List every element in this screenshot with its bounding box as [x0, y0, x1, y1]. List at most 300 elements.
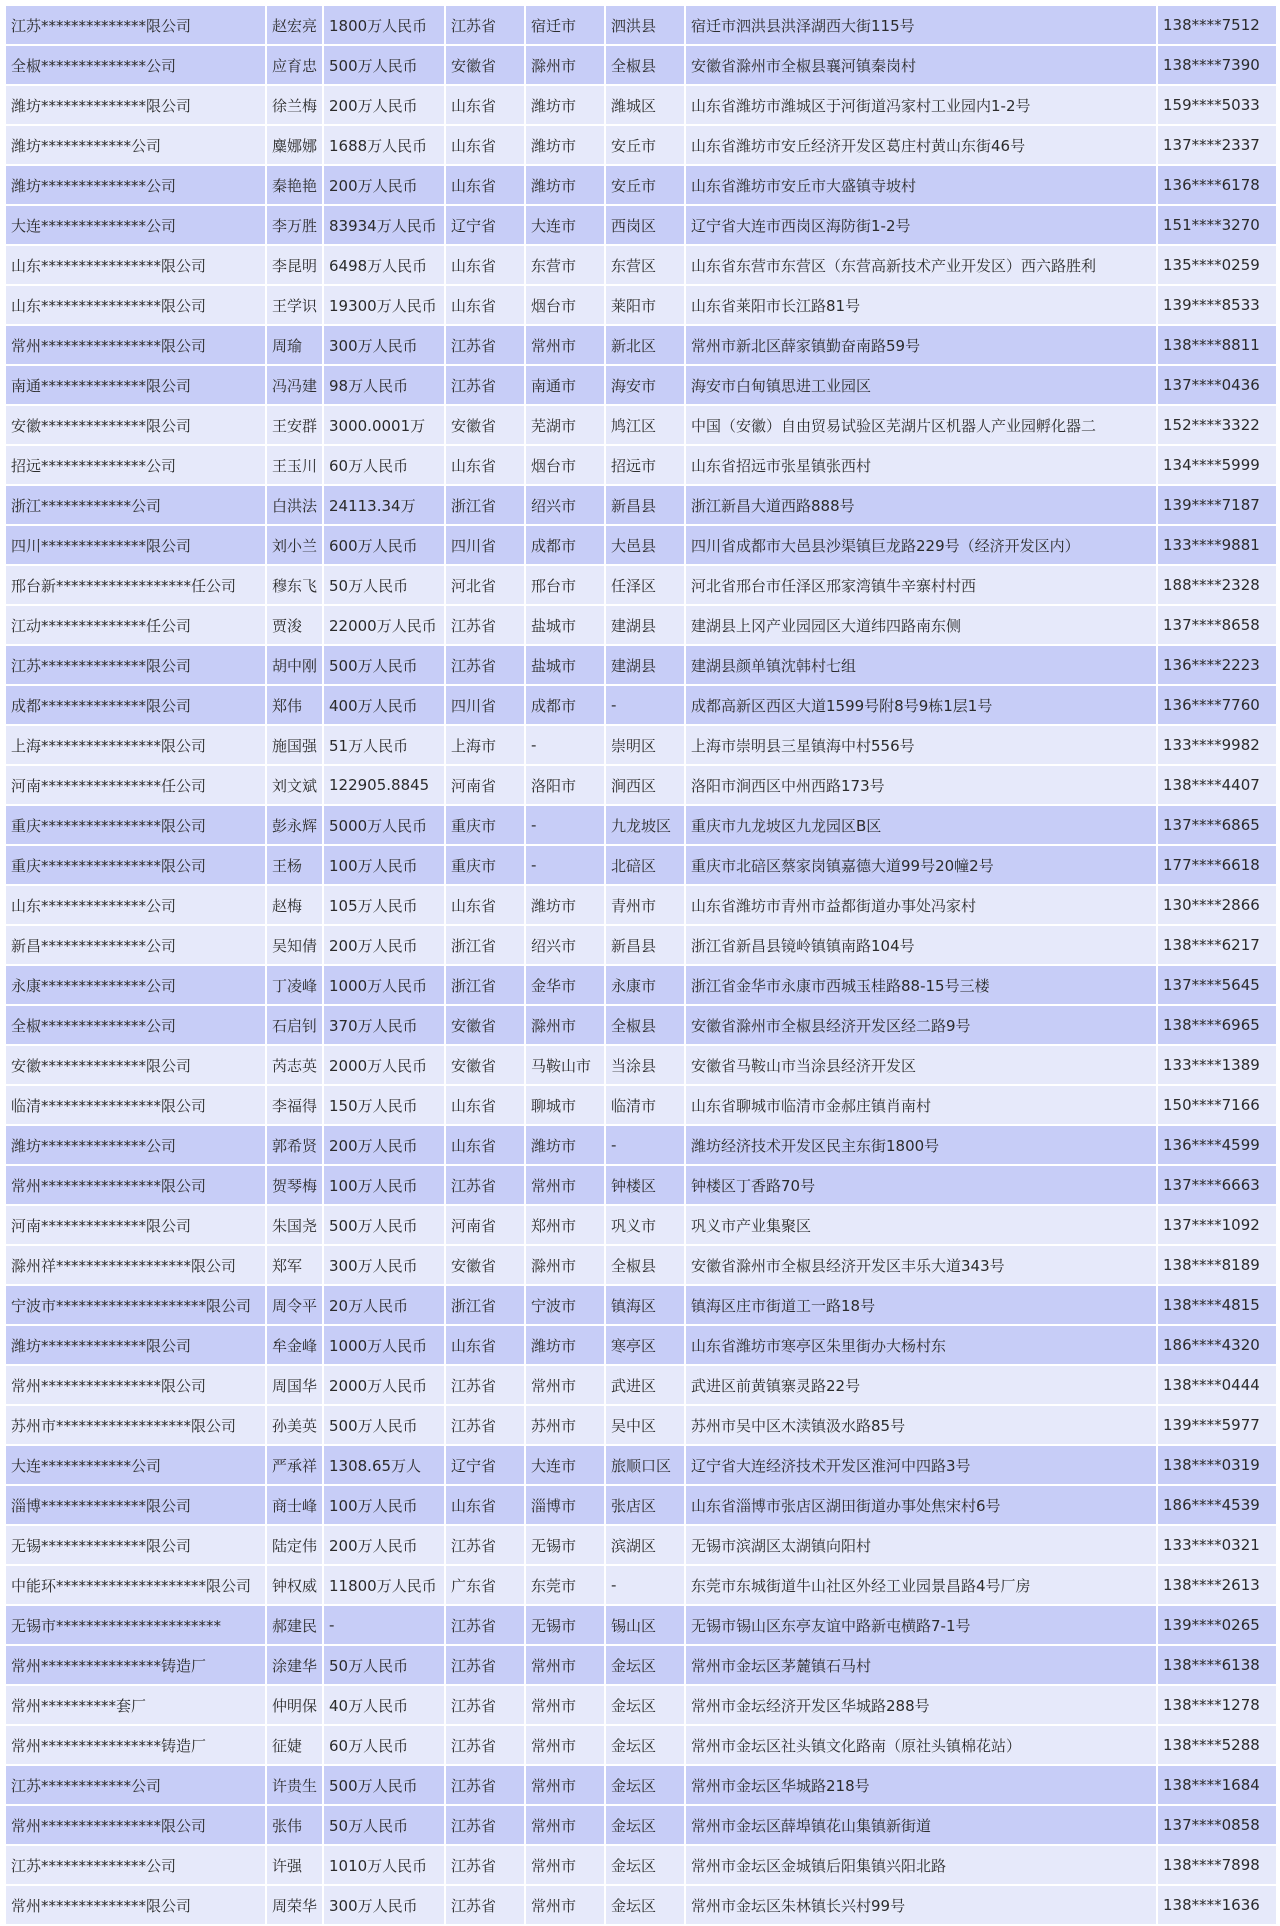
- city-cell: 郑州市: [525, 1205, 605, 1245]
- legal-person-cell: 许强: [266, 1845, 323, 1885]
- company-cell: 大连************公司: [5, 1445, 266, 1485]
- table-row: [5, 1085, 1277, 1125]
- table-row: [5, 285, 1277, 325]
- province-cell: 山东省: [445, 885, 525, 925]
- district-cell: 寒亭区: [605, 1325, 685, 1365]
- district-cell: -: [605, 1125, 685, 1165]
- province-cell: 江苏省: [445, 605, 525, 645]
- address-cell: 山东省潍坊市安丘经济开发区葛庄村黄山东街46号: [685, 125, 1157, 165]
- province-cell: 辽宁省: [445, 205, 525, 245]
- legal-person-cell: 郝建民: [266, 1605, 323, 1645]
- city-cell: 无锡市: [525, 1605, 605, 1645]
- phone-cell: 138****2613: [1157, 1565, 1277, 1605]
- company-table: [4, 4, 1278, 1926]
- phone-cell: 133****9881: [1157, 525, 1277, 565]
- company-cell: 常州****************限公司: [5, 1805, 266, 1845]
- table-row: [5, 725, 1277, 765]
- table-row: [5, 1805, 1277, 1845]
- company-cell: 河南**************限公司: [5, 1205, 266, 1245]
- district-cell: 建湖县: [605, 645, 685, 685]
- district-cell: 巩义市: [605, 1205, 685, 1245]
- company-cell: 山东****************限公司: [5, 285, 266, 325]
- table-row: [5, 1885, 1277, 1925]
- capital-cell: 1688万人民币: [323, 125, 445, 165]
- legal-person-cell: 胡中刚: [266, 645, 323, 685]
- address-cell: 宿迁市泗洪县洪泽湖西大街115号: [685, 5, 1157, 45]
- legal-person-cell: 周荣华: [266, 1885, 323, 1925]
- province-cell: 四川省: [445, 525, 525, 565]
- address-cell: 巩义市产业集聚区: [685, 1205, 1157, 1245]
- city-cell: 大连市: [525, 205, 605, 245]
- address-cell: 常州市金坛区薛埠镇花山集镇新街道: [685, 1805, 1157, 1845]
- company-cell: 上海****************限公司: [5, 725, 266, 765]
- capital-cell: 50万人民币: [323, 1645, 445, 1685]
- legal-person-cell: 王杨: [266, 845, 323, 885]
- city-cell: 成都市: [525, 525, 605, 565]
- capital-cell: 500万人民币: [323, 645, 445, 685]
- company-cell: 南通**************限公司: [5, 365, 266, 405]
- address-cell: 常州市金坛区金城镇后阳集镇兴阳北路: [685, 1845, 1157, 1885]
- company-cell: 招远**************公司: [5, 445, 266, 485]
- capital-cell: 50万人民币: [323, 565, 445, 605]
- phone-cell: 134****5999: [1157, 445, 1277, 485]
- legal-person-cell: 丁凌峰: [266, 965, 323, 1005]
- province-cell: 江苏省: [445, 645, 525, 685]
- district-cell: 金坛区: [605, 1805, 685, 1845]
- city-cell: 绍兴市: [525, 485, 605, 525]
- table-row: [5, 1125, 1277, 1165]
- phone-cell: 150****7166: [1157, 1085, 1277, 1125]
- legal-person-cell: 孙美英: [266, 1405, 323, 1445]
- phone-cell: 139****7187: [1157, 485, 1277, 525]
- district-cell: 金坛区: [605, 1885, 685, 1925]
- table-row: [5, 1405, 1277, 1445]
- phone-cell: 130****2866: [1157, 885, 1277, 925]
- city-cell: 金华市: [525, 965, 605, 1005]
- province-cell: 江苏省: [445, 325, 525, 365]
- company-cell: 潍坊************公司: [5, 125, 266, 165]
- city-cell: 常州市: [525, 1365, 605, 1405]
- province-cell: 江苏省: [445, 5, 525, 45]
- company-cell: 宁波市********************限公司: [5, 1285, 266, 1325]
- district-cell: 海安市: [605, 365, 685, 405]
- province-cell: 山东省: [445, 125, 525, 165]
- capital-cell: 5000万人民币: [323, 805, 445, 845]
- table-row: [5, 45, 1277, 85]
- phone-cell: 137****0858: [1157, 1805, 1277, 1845]
- legal-person-cell: 赵宏亮: [266, 5, 323, 45]
- district-cell: 全椒县: [605, 1245, 685, 1285]
- company-cell: 全椒**************公司: [5, 45, 266, 85]
- district-cell: 大邑县: [605, 525, 685, 565]
- address-cell: 重庆市九龙坡区九龙园区B区: [685, 805, 1157, 845]
- district-cell: 全椒县: [605, 45, 685, 85]
- city-cell: -: [525, 805, 605, 845]
- city-cell: 马鞍山市: [525, 1045, 605, 1085]
- legal-person-cell: 商士峰: [266, 1485, 323, 1525]
- address-cell: 海安市白甸镇思进工业园区: [685, 365, 1157, 405]
- province-cell: 江苏省: [445, 1685, 525, 1725]
- company-cell: 安徽**************限公司: [5, 1045, 266, 1085]
- phone-cell: 138****8189: [1157, 1245, 1277, 1285]
- company-cell: 大连**************公司: [5, 205, 266, 245]
- capital-cell: 60万人民币: [323, 445, 445, 485]
- table-row: [5, 645, 1277, 685]
- table-row: [5, 165, 1277, 205]
- legal-person-cell: 王安群: [266, 405, 323, 445]
- company-cell: 新昌**************公司: [5, 925, 266, 965]
- capital-cell: 50万人民币: [323, 1805, 445, 1845]
- district-cell: 鸠江区: [605, 405, 685, 445]
- phone-cell: 137****8658: [1157, 605, 1277, 645]
- legal-person-cell: 郑伟: [266, 685, 323, 725]
- province-cell: 江苏省: [445, 365, 525, 405]
- district-cell: 新昌县: [605, 485, 685, 525]
- legal-person-cell: 陆定伟: [266, 1525, 323, 1565]
- city-cell: 芜湖市: [525, 405, 605, 445]
- address-cell: 山东省潍坊市青州市益都街道办事处冯家村: [685, 885, 1157, 925]
- province-cell: 山东省: [445, 1485, 525, 1525]
- address-cell: 常州市新北区薛家镇勤奋南路59号: [685, 325, 1157, 365]
- city-cell: 无锡市: [525, 1525, 605, 1565]
- city-cell: 潍坊市: [525, 125, 605, 165]
- legal-person-cell: 许贵生: [266, 1765, 323, 1805]
- legal-person-cell: 石启钊: [266, 1005, 323, 1045]
- company-cell: 常州****************限公司: [5, 1365, 266, 1405]
- province-cell: 山东省: [445, 1325, 525, 1365]
- company-cell: 常州****************限公司: [5, 325, 266, 365]
- phone-cell: 138****4407: [1157, 765, 1277, 805]
- legal-person-cell: 秦艳艳: [266, 165, 323, 205]
- legal-person-cell: 郭希贤: [266, 1125, 323, 1165]
- city-cell: 常州市: [525, 1725, 605, 1765]
- district-cell: 东营区: [605, 245, 685, 285]
- district-cell: -: [605, 1565, 685, 1605]
- address-cell: 建湖县上冈产业园园区大道纬四路南东侧: [685, 605, 1157, 645]
- phone-cell: 137****6663: [1157, 1165, 1277, 1205]
- phone-cell: 137****2337: [1157, 125, 1277, 165]
- phone-cell: 133****1389: [1157, 1045, 1277, 1085]
- district-cell: 安丘市: [605, 125, 685, 165]
- city-cell: 常州市: [525, 1165, 605, 1205]
- table-row: [5, 1845, 1277, 1885]
- district-cell: 滨湖区: [605, 1525, 685, 1565]
- district-cell: 当涂县: [605, 1045, 685, 1085]
- capital-cell: 83934万人民币: [323, 205, 445, 245]
- province-cell: 江苏省: [445, 1365, 525, 1405]
- province-cell: 安徽省: [445, 1245, 525, 1285]
- city-cell: 潍坊市: [525, 85, 605, 125]
- district-cell: 九龙坡区: [605, 805, 685, 845]
- province-cell: 江苏省: [445, 1725, 525, 1765]
- capital-cell: 300万人民币: [323, 1245, 445, 1285]
- legal-person-cell: 冯冯建: [266, 365, 323, 405]
- phone-cell: 138****1278: [1157, 1685, 1277, 1725]
- province-cell: 山东省: [445, 85, 525, 125]
- capital-cell: 1308.65万人: [323, 1445, 445, 1485]
- city-cell: 苏州市: [525, 1405, 605, 1445]
- legal-person-cell: 张伟: [266, 1805, 323, 1845]
- province-cell: 江苏省: [445, 1805, 525, 1845]
- table-row: [5, 1445, 1277, 1485]
- capital-cell: 22000万人民币: [323, 605, 445, 645]
- address-cell: 成都高新区西区大道1599号附8号9栋1层1号: [685, 685, 1157, 725]
- capital-cell: 60万人民币: [323, 1725, 445, 1765]
- company-cell: 河南****************任公司: [5, 765, 266, 805]
- city-cell: 常州市: [525, 1805, 605, 1845]
- phone-cell: 137****5645: [1157, 965, 1277, 1005]
- capital-cell: 500万人民币: [323, 1405, 445, 1445]
- district-cell: 永康市: [605, 965, 685, 1005]
- address-cell: 四川省成都市大邑县沙渠镇巨龙路229号（经济开发区内）: [685, 525, 1157, 565]
- capital-cell: 11800万人民币: [323, 1565, 445, 1605]
- legal-person-cell: 赵梅: [266, 885, 323, 925]
- phone-cell: 138****1684: [1157, 1765, 1277, 1805]
- province-cell: 江苏省: [445, 1645, 525, 1685]
- district-cell: 旅顺口区: [605, 1445, 685, 1485]
- address-cell: 山东省潍坊市寒亭区朱里街办大杨村东: [685, 1325, 1157, 1365]
- province-cell: 辽宁省: [445, 1445, 525, 1485]
- phone-cell: 186****4539: [1157, 1485, 1277, 1525]
- capital-cell: 200万人民币: [323, 85, 445, 125]
- city-cell: 淄博市: [525, 1485, 605, 1525]
- district-cell: 建湖县: [605, 605, 685, 645]
- capital-cell: 98万人民币: [323, 365, 445, 405]
- legal-person-cell: 吴知倩: [266, 925, 323, 965]
- district-cell: 新昌县: [605, 925, 685, 965]
- table-row: [5, 1645, 1277, 1685]
- city-cell: 盐城市: [525, 605, 605, 645]
- province-cell: 浙江省: [445, 925, 525, 965]
- company-cell: 浙江************公司: [5, 485, 266, 525]
- table-row: [5, 965, 1277, 1005]
- legal-person-cell: 贾浚: [266, 605, 323, 645]
- table-row: [5, 765, 1277, 805]
- district-cell: 新北区: [605, 325, 685, 365]
- district-cell: 武进区: [605, 1365, 685, 1405]
- city-cell: 聊城市: [525, 1085, 605, 1125]
- capital-cell: 6498万人民币: [323, 245, 445, 285]
- company-cell: 江苏**************限公司: [5, 645, 266, 685]
- address-cell: 山东省招远市张星镇张西村: [685, 445, 1157, 485]
- legal-person-cell: 周令平: [266, 1285, 323, 1325]
- city-cell: 常州市: [525, 1765, 605, 1805]
- table-row: [5, 1685, 1277, 1725]
- province-cell: 江苏省: [445, 1845, 525, 1885]
- address-cell: 辽宁省大连经济技术开发区淮河中四路3号: [685, 1445, 1157, 1485]
- legal-person-cell: 穆东飞: [266, 565, 323, 605]
- province-cell: 河南省: [445, 1205, 525, 1245]
- table-row: [5, 1045, 1277, 1085]
- table-row: [5, 1165, 1277, 1205]
- address-cell: 武进区前黄镇寨灵路22号: [685, 1365, 1157, 1405]
- address-cell: 辽宁省大连市西岗区海防街1-2号: [685, 205, 1157, 245]
- capital-cell: 122905.8845: [323, 765, 445, 805]
- city-cell: 滁州市: [525, 1005, 605, 1045]
- district-cell: 潍城区: [605, 85, 685, 125]
- table-row: [5, 1205, 1277, 1245]
- table-row: [5, 805, 1277, 845]
- table-row: [5, 1485, 1277, 1525]
- table-row: [5, 1285, 1277, 1325]
- legal-person-cell: 李万胜: [266, 205, 323, 245]
- city-cell: -: [525, 725, 605, 765]
- address-cell: 洛阳市涧西区中州西路173号: [685, 765, 1157, 805]
- table-row: [5, 365, 1277, 405]
- company-cell: 无锡**************限公司: [5, 1525, 266, 1565]
- phone-cell: 135****0259: [1157, 245, 1277, 285]
- legal-person-cell: 仲明保: [266, 1685, 323, 1725]
- district-cell: 招远市: [605, 445, 685, 485]
- table-row: [5, 845, 1277, 885]
- city-cell: 东莞市: [525, 1565, 605, 1605]
- district-cell: 临清市: [605, 1085, 685, 1125]
- city-cell: 大连市: [525, 1445, 605, 1485]
- phone-cell: 138****5288: [1157, 1725, 1277, 1765]
- legal-person-cell: 刘文斌: [266, 765, 323, 805]
- table-row: [5, 405, 1277, 445]
- capital-cell: 1010万人民币: [323, 1845, 445, 1885]
- district-cell: 涧西区: [605, 765, 685, 805]
- legal-person-cell: 牟金峰: [266, 1325, 323, 1365]
- legal-person-cell: 刘小兰: [266, 525, 323, 565]
- address-cell: 安徽省滁州市全椒县经济开发区经二路9号: [685, 1005, 1157, 1045]
- province-cell: 江苏省: [445, 1765, 525, 1805]
- address-cell: 潍坊经济技术开发区民主东街1800号: [685, 1125, 1157, 1165]
- capital-cell: 100万人民币: [323, 845, 445, 885]
- table-row: [5, 5, 1277, 45]
- address-cell: 钟楼区丁香路70号: [685, 1165, 1157, 1205]
- table-row: [5, 85, 1277, 125]
- table-row: [5, 205, 1277, 245]
- company-cell: 山东****************限公司: [5, 245, 266, 285]
- province-cell: 重庆市: [445, 805, 525, 845]
- capital-cell: 500万人民币: [323, 1765, 445, 1805]
- capital-cell: 150万人民币: [323, 1085, 445, 1125]
- company-cell: 常州**************限公司: [5, 1885, 266, 1925]
- city-cell: 潍坊市: [525, 1125, 605, 1165]
- company-cell: 四川**************限公司: [5, 525, 266, 565]
- capital-cell: 400万人民币: [323, 685, 445, 725]
- legal-person-cell: 钟权威: [266, 1565, 323, 1605]
- district-cell: 金坛区: [605, 1765, 685, 1805]
- capital-cell: -: [323, 1605, 445, 1645]
- province-cell: 重庆市: [445, 845, 525, 885]
- address-cell: 山东省东营市东营区（东营高新技术产业开发区）西六路胜利: [685, 245, 1157, 285]
- legal-person-cell: 麋娜娜: [266, 125, 323, 165]
- company-cell: 江苏************公司: [5, 1765, 266, 1805]
- capital-cell: 100万人民币: [323, 1485, 445, 1525]
- district-cell: 金坛区: [605, 1685, 685, 1725]
- table-row: [5, 1005, 1277, 1045]
- company-cell: 重庆****************限公司: [5, 845, 266, 885]
- address-cell: 常州市金坛区社头镇文化路南（原社头镇棉花站）: [685, 1725, 1157, 1765]
- address-cell: 苏州市吴中区木渎镇汲水路85号: [685, 1405, 1157, 1445]
- address-cell: 常州市金坛经济开发区华城路288号: [685, 1685, 1157, 1725]
- legal-person-cell: 严承祥: [266, 1445, 323, 1485]
- city-cell: 邢台市: [525, 565, 605, 605]
- phone-cell: 152****3322: [1157, 405, 1277, 445]
- province-cell: 江苏省: [445, 1605, 525, 1645]
- company-cell: 潍坊**************限公司: [5, 1325, 266, 1365]
- table-row: [5, 445, 1277, 485]
- district-cell: -: [605, 685, 685, 725]
- province-cell: 四川省: [445, 685, 525, 725]
- address-cell: 安徽省滁州市全椒县襄河镇秦岗村: [685, 45, 1157, 85]
- address-cell: 东莞市东城街道牛山社区外经工业园景昌路4号厂房: [685, 1565, 1157, 1605]
- province-cell: 江苏省: [445, 1405, 525, 1445]
- city-cell: 烟台市: [525, 285, 605, 325]
- address-cell: 山东省潍坊市潍城区于河街道冯家村工业园内1-2号: [685, 85, 1157, 125]
- phone-cell: 139****0265: [1157, 1605, 1277, 1645]
- company-cell: 成都**************限公司: [5, 685, 266, 725]
- city-cell: 烟台市: [525, 445, 605, 485]
- district-cell: 任泽区: [605, 565, 685, 605]
- address-cell: 无锡市锡山区东亭友谊中路新屯横路7-1号: [685, 1605, 1157, 1645]
- table-row: [5, 485, 1277, 525]
- province-cell: 安徽省: [445, 45, 525, 85]
- address-cell: 无锡市滨湖区太湖镇向阳村: [685, 1525, 1157, 1565]
- province-cell: 山东省: [445, 1125, 525, 1165]
- phone-cell: 138****7898: [1157, 1845, 1277, 1885]
- company-cell: 无锡市**********************: [5, 1605, 266, 1645]
- phone-cell: 137****6865: [1157, 805, 1277, 845]
- address-cell: 镇海区庄市街道工一路18号: [685, 1285, 1157, 1325]
- company-cell: 江苏**************公司: [5, 1845, 266, 1885]
- address-cell: 浙江省新昌县镜岭镇镇南路104号: [685, 925, 1157, 965]
- city-cell: 盐城市: [525, 645, 605, 685]
- company-cell: 潍坊**************公司: [5, 165, 266, 205]
- province-cell: 山东省: [445, 1085, 525, 1125]
- address-cell: 常州市金坛区茅麓镇石马村: [685, 1645, 1157, 1685]
- district-cell: 北碚区: [605, 845, 685, 885]
- capital-cell: 24113.34万: [323, 485, 445, 525]
- district-cell: 崇明区: [605, 725, 685, 765]
- city-cell: 东营市: [525, 245, 605, 285]
- capital-cell: 40万人民币: [323, 1685, 445, 1725]
- phone-cell: 138****6138: [1157, 1645, 1277, 1685]
- city-cell: 洛阳市: [525, 765, 605, 805]
- address-cell: 山东省莱阳市长江路81号: [685, 285, 1157, 325]
- table-row: [5, 885, 1277, 925]
- legal-person-cell: 李福得: [266, 1085, 323, 1125]
- legal-person-cell: 朱国尧: [266, 1205, 323, 1245]
- province-cell: 江苏省: [445, 1165, 525, 1205]
- phone-cell: 136****2223: [1157, 645, 1277, 685]
- province-cell: 山东省: [445, 285, 525, 325]
- table-row: [5, 1365, 1277, 1405]
- company-cell: 邢台新******************任公司: [5, 565, 266, 605]
- district-cell: 锡山区: [605, 1605, 685, 1645]
- city-cell: 南通市: [525, 365, 605, 405]
- table-row: [5, 605, 1277, 645]
- company-cell: 全椒**************公司: [5, 1005, 266, 1045]
- phone-cell: 139****8533: [1157, 285, 1277, 325]
- district-cell: 金坛区: [605, 1845, 685, 1885]
- phone-cell: 138****1636: [1157, 1885, 1277, 1925]
- district-cell: 青州市: [605, 885, 685, 925]
- district-cell: 吴中区: [605, 1405, 685, 1445]
- address-cell: 山东省聊城市临清市金郝庄镇肖南村: [685, 1085, 1157, 1125]
- table-row: [5, 125, 1277, 165]
- phone-cell: 138****4815: [1157, 1285, 1277, 1325]
- city-cell: 滁州市: [525, 45, 605, 85]
- district-cell: 泗洪县: [605, 5, 685, 45]
- company-cell: 滁州祥******************限公司: [5, 1245, 266, 1285]
- capital-cell: 300万人民币: [323, 325, 445, 365]
- legal-person-cell: 周国华: [266, 1365, 323, 1405]
- capital-cell: 200万人民币: [323, 165, 445, 205]
